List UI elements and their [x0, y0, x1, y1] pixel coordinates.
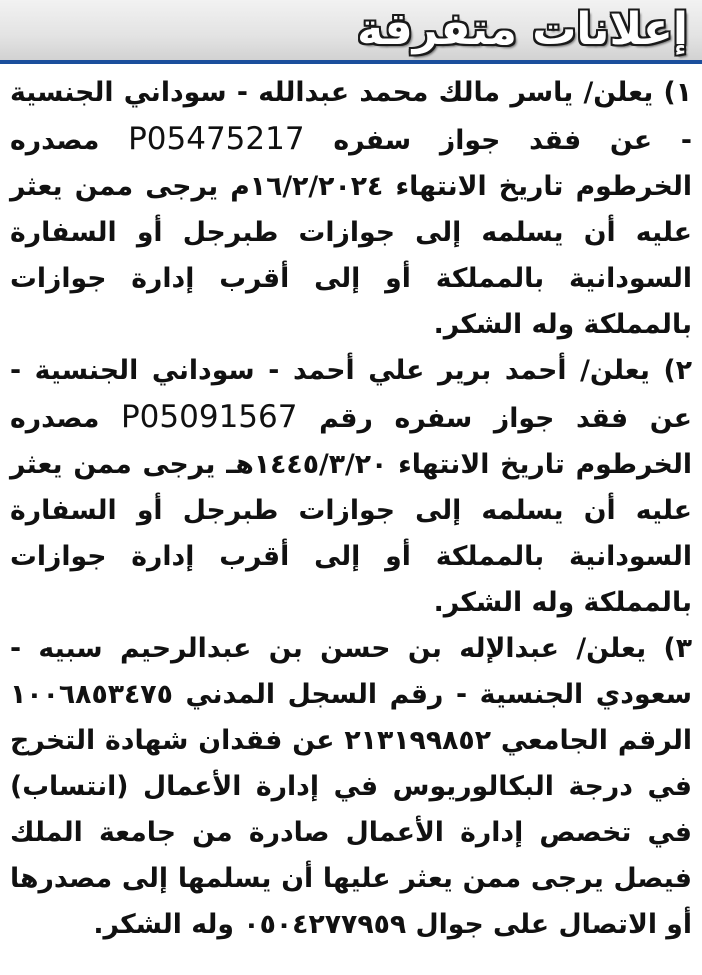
section-header: [0, 0, 702, 64]
notices-body: [10, 70, 692, 948]
notice-2-passport-number: P05091567: [120, 399, 298, 435]
notice-1-text-start: ١) يعلن/ ياسر مالك محمد عبدالله - سوداني الجنسية - عن فقد جواز سفره: [10, 77, 692, 156]
notice-2: [10, 348, 692, 626]
notice-1: [10, 70, 692, 348]
notice-2-text-start: ٢) يعلن/ أحمد برير علي أحمد - سوداني الجنسية - عن فقد جواز سفره رقم: [10, 355, 692, 434]
notice-1-passport-number: P05475217: [128, 121, 305, 157]
notice-3: ٣) يعلن/ عبدالإله بن حسن بن عبدالرحيم سبيه - سعودي الجنسية - رقم السجل المدني ١٠٠٦٨٥٣٤٧٥ الرقم الجامعي ٢١٣١٩٩٨٥٢ عن فقدان شهادة التخرج في درجة البكالوريوس في إدارة الأعمال (انتساب) في تخصص إدارة الأعمال صادرة من جامعة الملك فيصل يرجى ممن يعثر عليها أن يسلمها إلى مصدرها أو الاتصال على جوال ٠٥٠٤٢٧٧٩٥٩ وله الشكر.: [10, 633, 693, 940]
notice-2-text-end: مصدره الخرطوم تاريخ الانتهاء ١٤٤٥/٣/٢٠هـ يرجى ممن يعثر عليه أن يسلمه إلى جوازات طبرجل أو السفارة السودانية بالمملكة أو إلى أقرب إدارة جوازات بالمملكة وله الشكر.: [10, 403, 692, 618]
notice-1-text-end: مصدره الخرطوم تاريخ الانتهاء ١٦/٢/٢٠٢٤م يرجى ممن يعثر عليه أن يسلمه إلى جوازات طبرجل أو السفارة السودانية بالمملكة أو إلى أقرب إدارة جوازات بالمملكة وله الشكر.: [10, 125, 692, 340]
section-title: إعلانات متفرقة: [357, 4, 688, 55]
